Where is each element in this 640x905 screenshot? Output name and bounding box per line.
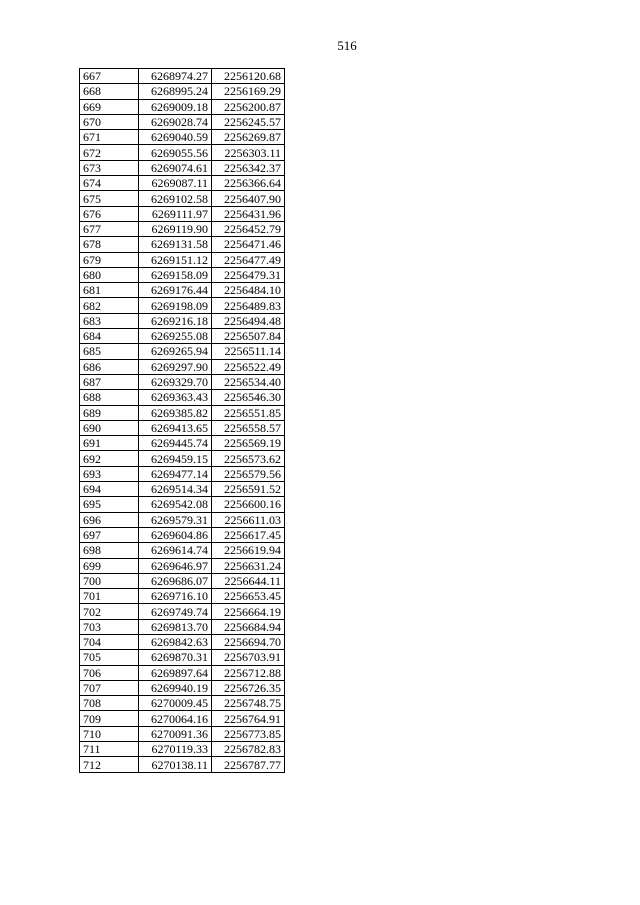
y-coordinate-cell: 2256694.70 [212,634,285,649]
point-number-cell: 699 [80,558,139,573]
point-number-cell: 669 [80,99,139,114]
x-coordinate-cell: 6269614.74 [139,543,212,558]
x-coordinate-cell: 6269413.65 [139,420,212,435]
x-coordinate-cell: 6269255.08 [139,329,212,344]
x-coordinate-cell: 6269265.94 [139,344,212,359]
x-coordinate-cell: 6270091.36 [139,726,212,741]
y-coordinate-cell: 2256631.24 [212,558,285,573]
y-coordinate-cell: 2256534.40 [212,374,285,389]
y-coordinate-cell: 2256477.49 [212,252,285,267]
point-number-cell: 703 [80,619,139,634]
table-row [80,99,285,114]
table-row [80,420,285,435]
y-coordinate-cell: 2256782.83 [212,742,285,757]
y-coordinate-cell: 2256579.56 [212,466,285,481]
x-coordinate-cell: 6269329.70 [139,374,212,389]
y-coordinate-cell: 2256303.11 [212,145,285,160]
x-coordinate-cell: 6269158.09 [139,267,212,282]
coordinates-table [79,68,285,773]
x-coordinate-cell: 6269040.59 [139,130,212,145]
y-coordinate-cell: 2256617.45 [212,527,285,542]
point-number-cell: 676 [80,206,139,221]
y-coordinate-cell: 2256726.35 [212,680,285,695]
table-row [80,267,285,282]
y-coordinate-cell: 2256619.94 [212,543,285,558]
y-coordinate-cell: 2256169.29 [212,84,285,99]
table-row [80,512,285,527]
x-coordinate-cell: 6269087.11 [139,176,212,191]
x-coordinate-cell: 6269646.97 [139,558,212,573]
point-number-cell: 705 [80,650,139,665]
y-coordinate-cell: 2256507.84 [212,329,285,344]
x-coordinate-cell: 6269385.82 [139,405,212,420]
y-coordinate-cell: 2256748.75 [212,696,285,711]
table-row [80,283,285,298]
point-number-cell: 697 [80,527,139,542]
point-number-cell: 708 [80,696,139,711]
y-coordinate-cell: 2256245.57 [212,114,285,129]
point-number-cell: 685 [80,344,139,359]
y-coordinate-cell: 2256479.31 [212,267,285,282]
y-coordinate-cell: 2256558.57 [212,420,285,435]
y-coordinate-cell: 2256573.62 [212,451,285,466]
x-coordinate-cell: 6269686.07 [139,573,212,588]
point-number-cell: 700 [80,573,139,588]
table-row [80,298,285,313]
x-coordinate-cell: 6269716.10 [139,589,212,604]
table-row [80,527,285,542]
table-row [80,160,285,175]
x-coordinate-cell: 6269813.70 [139,619,212,634]
point-number-cell: 681 [80,283,139,298]
y-coordinate-cell: 2256484.10 [212,283,285,298]
x-coordinate-cell: 6270009.45 [139,696,212,711]
x-coordinate-cell: 6269111.97 [139,206,212,221]
point-number-cell: 695 [80,497,139,512]
y-coordinate-cell: 2256471.46 [212,237,285,252]
point-number-cell: 677 [80,221,139,236]
table-row [80,619,285,634]
table-row [80,329,285,344]
y-coordinate-cell: 2256494.48 [212,313,285,328]
point-number-cell: 668 [80,84,139,99]
x-coordinate-cell: 6269579.31 [139,512,212,527]
table-row [80,390,285,405]
point-number-cell: 670 [80,114,139,129]
page-number: 516 [337,38,357,53]
point-number-cell: 706 [80,665,139,680]
x-coordinate-cell: 6269216.18 [139,313,212,328]
x-coordinate-cell: 6269542.08 [139,497,212,512]
y-coordinate-cell: 2256342.37 [212,160,285,175]
table-row [80,726,285,741]
y-coordinate-cell: 2256120.68 [212,69,285,84]
y-coordinate-cell: 2256551.85 [212,405,285,420]
table-row [80,114,285,129]
x-coordinate-cell: 6270119.33 [139,742,212,757]
point-number-cell: 711 [80,742,139,757]
x-coordinate-cell: 6270064.16 [139,711,212,726]
y-coordinate-cell: 2256452.79 [212,221,285,236]
table-row [80,451,285,466]
table-row [80,589,285,604]
x-coordinate-cell: 6269363.43 [139,390,212,405]
point-number-cell: 672 [80,145,139,160]
point-number-cell: 682 [80,298,139,313]
table-row [80,145,285,160]
point-number-cell: 673 [80,160,139,175]
y-coordinate-cell: 2256522.49 [212,359,285,374]
y-coordinate-cell: 2256611.03 [212,512,285,527]
point-number-cell: 696 [80,512,139,527]
x-coordinate-cell: 6269514.34 [139,482,212,497]
point-number-cell: 691 [80,436,139,451]
table-row [80,191,285,206]
y-coordinate-cell: 2256764.91 [212,711,285,726]
point-number-cell: 667 [80,69,139,84]
x-coordinate-cell: 6269459.15 [139,451,212,466]
point-number-cell: 680 [80,267,139,282]
y-coordinate-cell: 2256600.16 [212,497,285,512]
x-coordinate-cell: 6268995.24 [139,84,212,99]
y-coordinate-cell: 2256664.19 [212,604,285,619]
x-coordinate-cell: 6269198.09 [139,298,212,313]
table-row [80,313,285,328]
table-row [80,206,285,221]
point-number-cell: 709 [80,711,139,726]
point-number-cell: 707 [80,680,139,695]
x-coordinate-cell: 6269055.56 [139,145,212,160]
point-number-cell: 701 [80,589,139,604]
point-number-cell: 684 [80,329,139,344]
y-coordinate-cell: 2256773.85 [212,726,285,741]
point-number-cell: 689 [80,405,139,420]
table-row [80,405,285,420]
table-row [80,696,285,711]
table-row [80,711,285,726]
table-row [80,84,285,99]
x-coordinate-cell: 6269477.14 [139,466,212,481]
x-coordinate-cell: 6269604.86 [139,527,212,542]
table-row [80,466,285,481]
y-coordinate-cell: 2256569.19 [212,436,285,451]
y-coordinate-cell: 2256644.11 [212,573,285,588]
x-coordinate-cell: 6269940.19 [139,680,212,695]
table-row [80,130,285,145]
x-coordinate-cell: 6269870.31 [139,650,212,665]
y-coordinate-cell: 2256787.77 [212,757,285,772]
y-coordinate-cell: 2256431.96 [212,206,285,221]
y-coordinate-cell: 2256546.30 [212,390,285,405]
table-row [80,436,285,451]
point-number-cell: 702 [80,604,139,619]
table-row [80,604,285,619]
point-number-cell: 683 [80,313,139,328]
table-row [80,665,285,680]
table-row [80,680,285,695]
table-row [80,221,285,236]
point-number-cell: 674 [80,176,139,191]
x-coordinate-cell: 6269445.74 [139,436,212,451]
point-number-cell: 694 [80,482,139,497]
table-row [80,252,285,267]
x-coordinate-cell: 6269074.61 [139,160,212,175]
x-coordinate-cell: 6269131.58 [139,237,212,252]
x-coordinate-cell: 6269297.90 [139,359,212,374]
table-row [80,482,285,497]
table-row [80,573,285,588]
y-coordinate-cell: 2256366.64 [212,176,285,191]
x-coordinate-cell: 6269749.74 [139,604,212,619]
x-coordinate-cell: 6269028.74 [139,114,212,129]
point-number-cell: 687 [80,374,139,389]
y-coordinate-cell: 2256591.52 [212,482,285,497]
table-row [80,69,285,84]
table-row [80,344,285,359]
y-coordinate-cell: 2256200.87 [212,99,285,114]
table-row [80,176,285,191]
y-coordinate-cell: 2256684.94 [212,619,285,634]
point-number-cell: 688 [80,390,139,405]
coordinates-table-body [80,69,285,773]
point-number-cell: 671 [80,130,139,145]
table-row [80,757,285,772]
point-number-cell: 675 [80,191,139,206]
x-coordinate-cell: 6269102.58 [139,191,212,206]
y-coordinate-cell: 2256703.91 [212,650,285,665]
point-number-cell: 692 [80,451,139,466]
x-coordinate-cell: 6269842.63 [139,634,212,649]
point-number-cell: 678 [80,237,139,252]
table-row [80,543,285,558]
y-coordinate-cell: 2256269.87 [212,130,285,145]
y-coordinate-cell: 2256653.45 [212,589,285,604]
table-row [80,634,285,649]
table-row [80,558,285,573]
point-number-cell: 693 [80,466,139,481]
x-coordinate-cell: 6270138.11 [139,757,212,772]
point-number-cell: 712 [80,757,139,772]
table-row [80,237,285,252]
y-coordinate-cell: 2256511.14 [212,344,285,359]
point-number-cell: 710 [80,726,139,741]
table-row [80,374,285,389]
point-number-cell: 698 [80,543,139,558]
point-number-cell: 704 [80,634,139,649]
x-coordinate-cell: 6269897.64 [139,665,212,680]
table-row [80,742,285,757]
table-row [80,650,285,665]
table-row [80,359,285,374]
point-number-cell: 679 [80,252,139,267]
x-coordinate-cell: 6269151.12 [139,252,212,267]
y-coordinate-cell: 2256489.83 [212,298,285,313]
y-coordinate-cell: 2256407.90 [212,191,285,206]
x-coordinate-cell: 6269119.90 [139,221,212,236]
y-coordinate-cell: 2256712.88 [212,665,285,680]
x-coordinate-cell: 6268974.27 [139,69,212,84]
point-number-cell: 686 [80,359,139,374]
x-coordinate-cell: 6269009.18 [139,99,212,114]
point-number-cell: 690 [80,420,139,435]
table-row [80,497,285,512]
x-coordinate-cell: 6269176.44 [139,283,212,298]
